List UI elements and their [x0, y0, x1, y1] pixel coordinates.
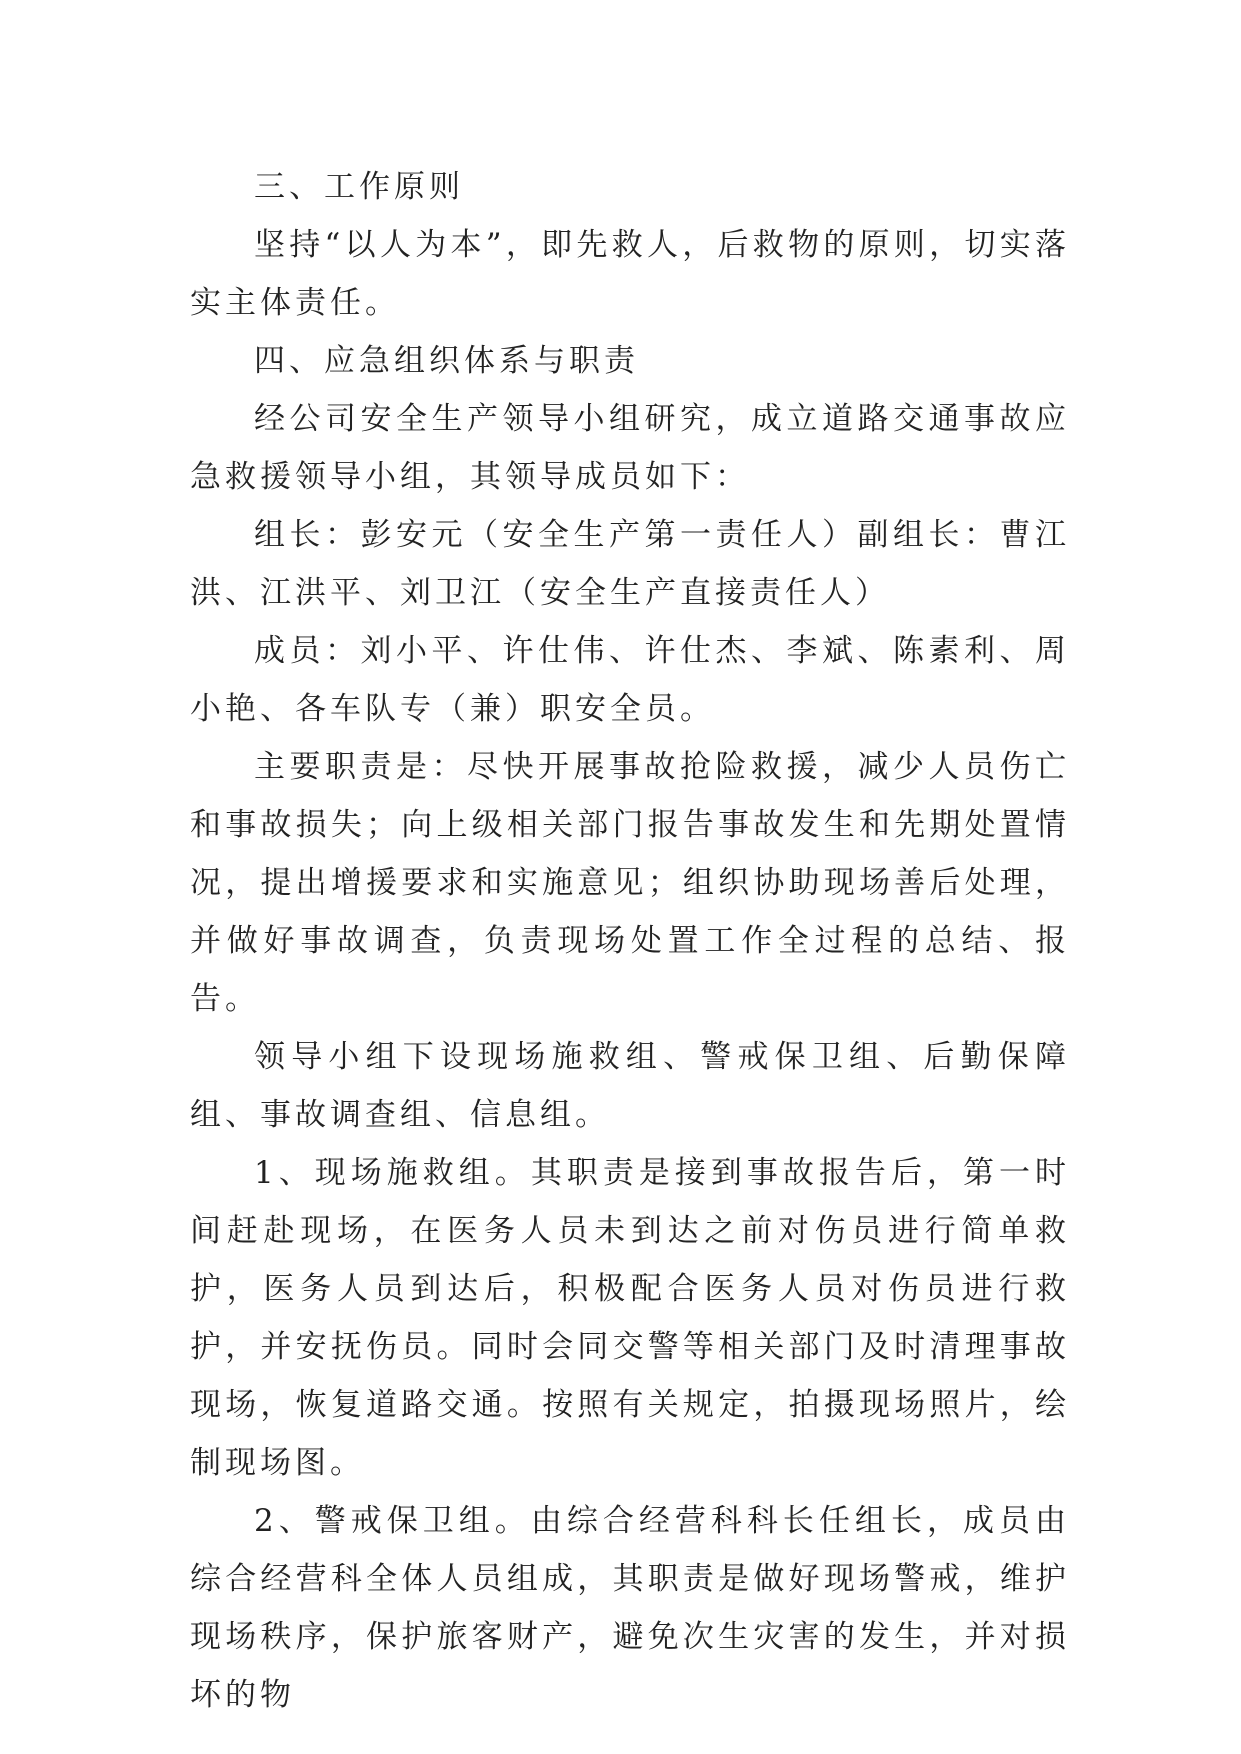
paragraph-main-duties: 主要职责是：尽快开展事故抢险救援，减少人员伤亡和事故损失；向上级相关部门报告事故发生和先期处置情况，提出增援要求和实施意见；组织协助现场善后处理，并做好事故调查，负责现场处置工作全过程的总结、报告。 [190, 749, 1070, 1017]
document-body [190, 158, 1070, 1724]
paragraph-subgroups: 领导小组下设现场施救组、警戒保卫组、后勤保障组、事故调查组、信息组。 [190, 1039, 1070, 1133]
paragraph-rescue-group: 1、现场施救组。其职责是接到事故报告后，第一时间赶赴现场，在医务人员未到达之前对伤员进行简单救护，医务人员到达后，积极配合医务人员对伤员进行救护，并安抚伤员。同时会同交警等相关部门及时清理事故现场，恢复道路交通。按照有关规定，拍摄现场照片，绘制现场图。 [190, 1155, 1070, 1481]
section-heading-emergency-organization: 四、应急组织体系与职责 [254, 343, 639, 379]
paragraph-security-group: 2、警戒保卫组。由综合经营科科长任组长，成员由综合经营科全体人员组成，其职责是做好现场警戒，维护现场秩序，保护旅客财产，避免次生灾害的发生，并对损坏的物 [190, 1503, 1070, 1713]
paragraph-leadership-group: 经公司安全生产领导小组研究，成立道路交通事故应急救援领导小组，其领导成员如下： [190, 401, 1070, 495]
section-heading-work-principles: 三、工作原则 [254, 169, 464, 205]
paragraph-group-leaders: 组长：彭安元（安全生产第一责任人）副组长：曹江洪、江洪平、刘卫江（安全生产直接责任人） [190, 517, 1070, 611]
paragraph-people-first: 坚持“以人为本”，即先救人，后救物的原则，切实落实主体责任。 [190, 227, 1070, 321]
paragraph-members: 成员：刘小平、许仕伟、许仕杰、李斌、陈素利、周小艳、各车队专（兼）职安全员。 [190, 633, 1070, 727]
